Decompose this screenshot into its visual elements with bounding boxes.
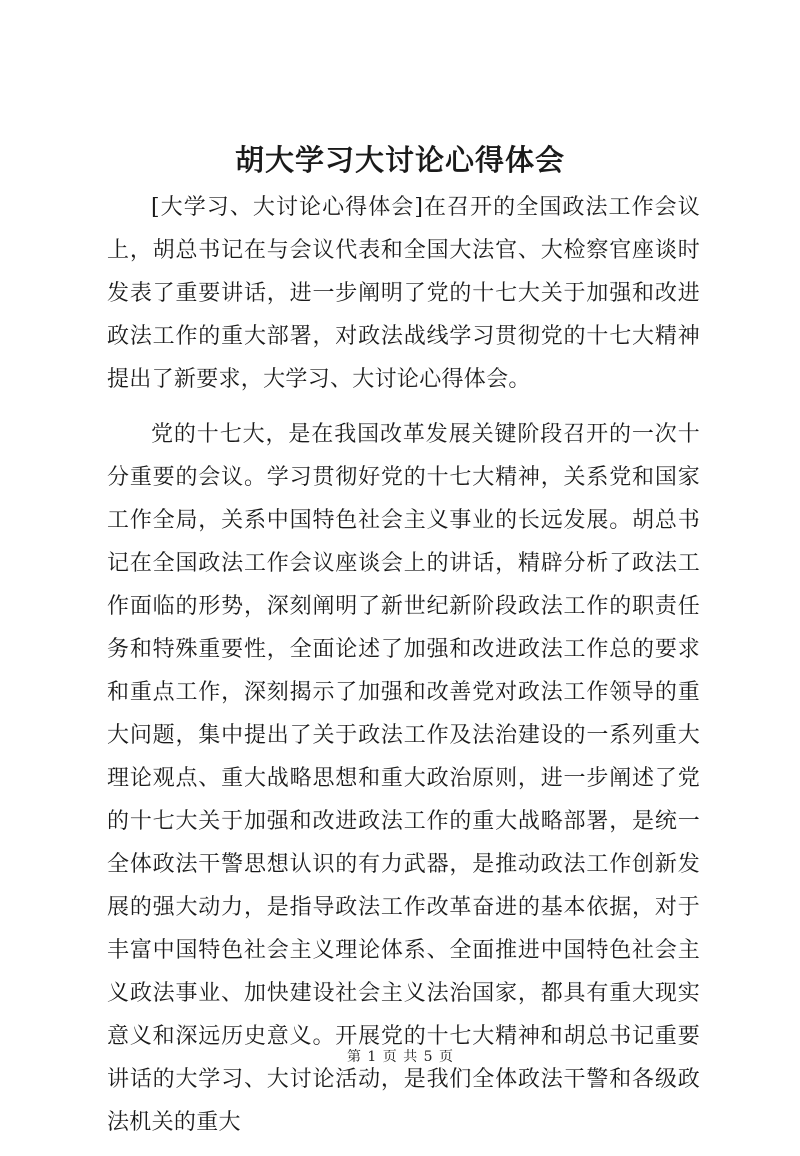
paragraph-1: [大学习、大讨论心得体会]在召开的全国政法工作会议上，胡总书记在与会议代表和全国大法官、大检察官座谈时发表了重要讲话，进一步阐明了党的十七大关于加强和改进政法工作的重大部署，对政法战线学习贯彻党的十七大精神提出了新要求，大学习、大讨论心得体会。: [107, 195, 700, 392]
paragraph-2: 党的十七大，是在我国改革发展关键阶段召开的一次十分重要的会议。学习贯彻好党的十七大精神，关系党和国家工作全局，关系中国特色社会主义事业的长远发展。胡总书记在全国政法工作会议座谈会上的讲话，精辟分析了政法工作面临的形势，深刻阐明了新世纪新阶段政法工作的职责任务和特殊重要性，全面论述了加强和改进政法工作总的要求和重点工作，深刻揭示了加强和改善党对政法工作领导的重大问题，集中提出了关于政法工作及法治建设的一系列重大理论观点、重大战略思想和重大政治原则，进一步阐述了党的十七大关于加强和改进政法工作的重大战略部署，是统一全体政法干警思想认识的有力武器，是推动政法工作创新发展的强大动力，是指导政法工作改革奋进的基本依据，对于丰富中国特色社会主义理论体系、全面推进中国特色社会主义政法事业、加快建设社会主义法治国家，都具有重大现实意义和深远历史意义。开展党的十七大精神和胡总书记重要讲话的大学习、大讨论活动，是我们全体政法干警和各级政法机关的重大: [107, 422, 700, 1135]
page-number-footer: 第 1 页 共 5 页: [346, 1049, 454, 1065]
document-body: [107, 186, 700, 1156]
document-title: 胡大学习大讨论心得体会: [234, 143, 565, 177]
